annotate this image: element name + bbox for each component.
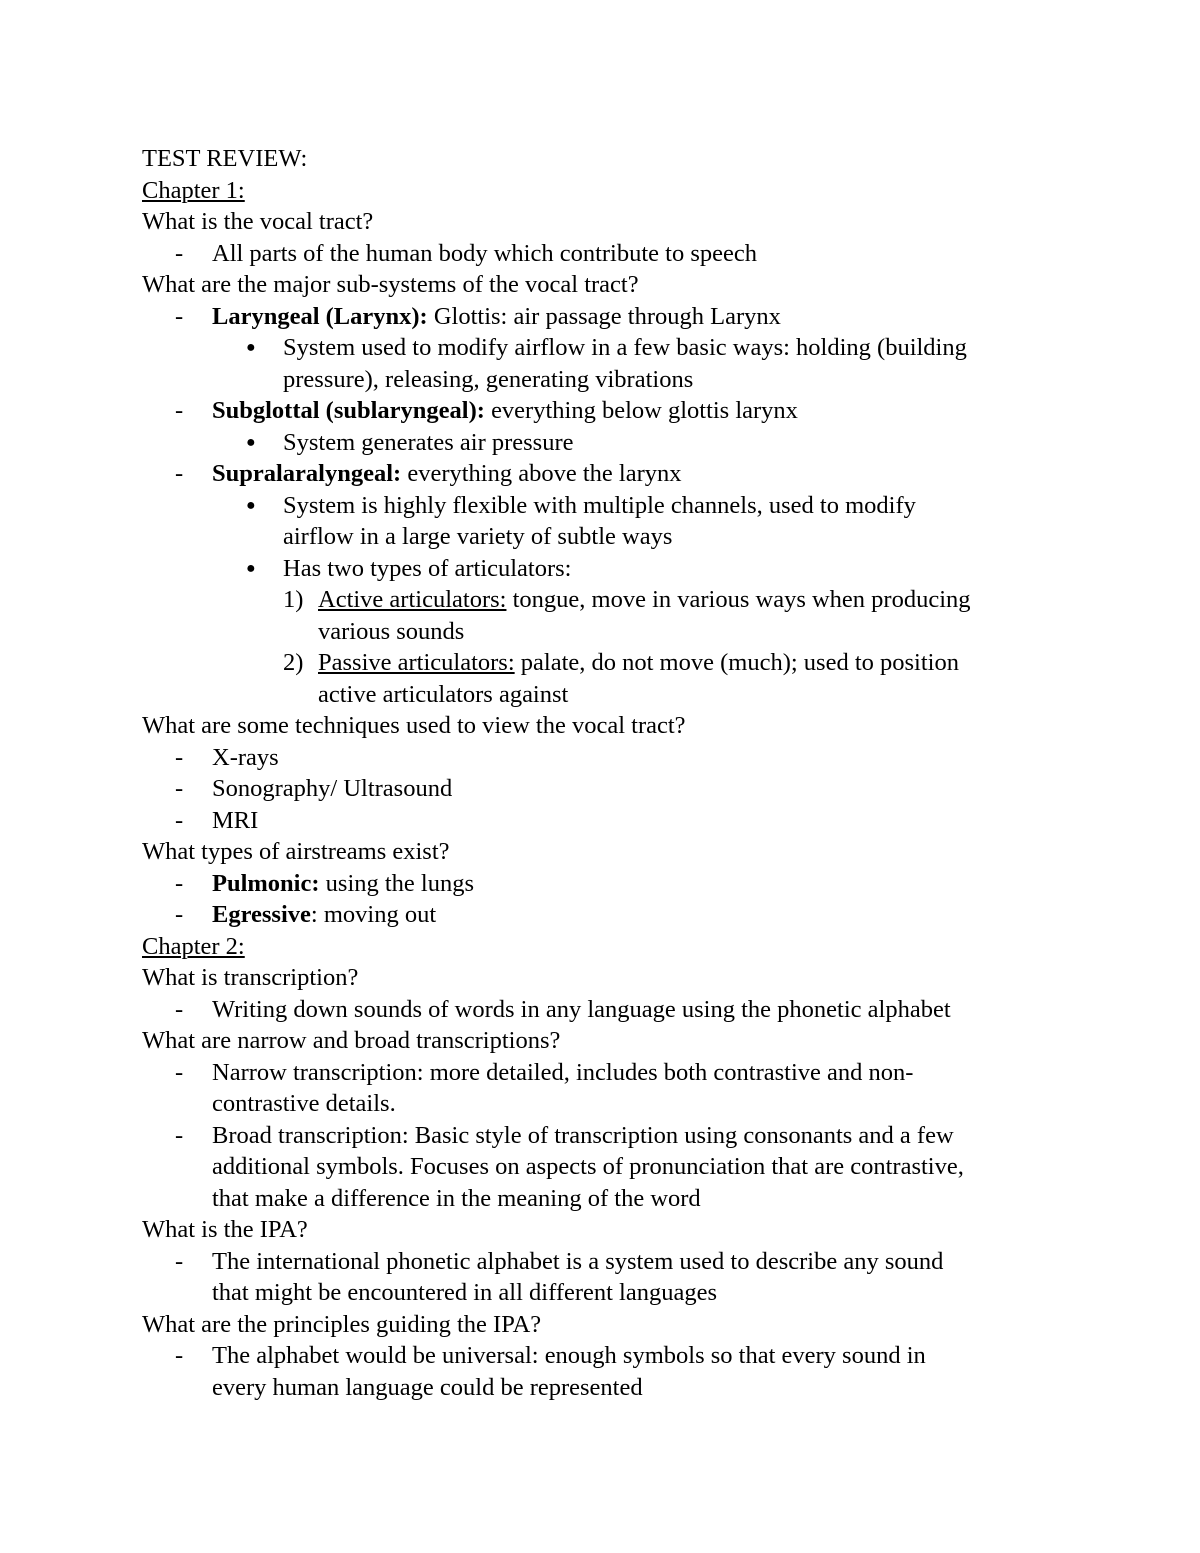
answer-item [142,805,1072,837]
dash-marker: - [175,743,184,771]
answer-text: Narrow transcription: more detailed, includes both contrastive and non- [212,1058,914,1086]
answer-item [142,868,1072,900]
dash-marker: - [175,806,184,834]
dash-marker: - [175,1247,184,1275]
term-egressive: Egressive [212,901,311,928]
bullet-marker: ● [246,496,256,514]
answer-text: Writing down sounds of words in any language using the phonetic alphabet [212,995,951,1023]
bullet-text: System generates air pressure [283,428,574,456]
dash-marker: - [175,869,184,897]
numbered-text-continued: active articulators against [318,680,569,708]
answer-item [142,301,1072,333]
term-passive-articulators: Passive articulators: [318,649,515,676]
question-airstreams: What types of airstreams exist? [142,838,450,865]
answer-item [142,899,1072,931]
answer-text: X-rays [212,743,279,771]
bullet-item [142,490,1072,522]
bullet-item [142,427,1072,459]
answer-item [142,742,1072,774]
question-subsystems: What are the major sub-systems of the vocal tract? [142,271,639,298]
bullet-text: System used to modify airflow in a few basic ways: holding (building [283,334,967,361]
numbered-item [142,584,1072,616]
dash-marker: - [175,460,184,487]
answer-text: The international phonetic alphabet is a system used to describe any sound [212,1247,944,1275]
dash-marker: - [175,775,184,802]
answer-item [142,773,1072,805]
term-supralaryngeal: Supralaralyngeal: [212,460,402,487]
term-pulmonic: Pulmonic: [212,869,320,897]
definition-egressive: : moving out [310,901,437,928]
bullet-marker: ● [246,339,256,356]
numbered-text-continued: various sounds [318,617,465,645]
question-transcription: What is transcription? [142,964,359,991]
bullet-item [142,553,1072,585]
answer-item [142,1057,1072,1089]
answer-text: The alphabet would be universal: enough symbols so that every sound in [212,1342,926,1369]
answer-text: Sonography/ Ultrasound [212,775,453,802]
term-active-articulators: Active articulators: [318,586,507,613]
number-marker: 2) [283,649,304,676]
dash-marker: - [175,1121,184,1149]
answer-text: MRI [212,806,259,834]
numbered-item [142,647,1072,679]
answer-item [142,395,1072,427]
term-subglottal: Subglottal (sublaryngeal): [212,397,485,424]
definition-subglottal: everything below glottis larynx [484,397,798,424]
answer-text: Broad transcription: Basic style of transcription using consonants and a few [212,1121,954,1149]
answer-text-continued: additional symbols. Focuses on aspects of pronunciation that are contrastive, [212,1153,964,1180]
answer-text: All parts of the human body which contribute to speech [212,239,757,267]
question-techniques: What are some techniques used to view the vocal tract? [142,712,686,739]
answer-item [142,238,1072,270]
dash-marker: - [175,302,184,330]
term-laryngeal: Laryngeal (Larynx): [212,302,428,330]
bullet-text: Has two types of articulators: [283,554,572,582]
question-narrow-broad: What are narrow and broad transcriptions? [142,1027,561,1054]
bullet-text: System is highly flexible with multiple channels, used to modify [283,491,916,519]
number-marker: 1) [283,586,304,613]
dash-marker: - [175,995,184,1023]
dash-marker: - [175,239,184,267]
answer-text-continued: contrastive details. [212,1090,396,1117]
dash-marker: - [175,1342,184,1369]
definition-passive-articulators: palate, do not move (much); used to position [514,649,959,676]
dash-marker: - [175,901,184,928]
answer-item [142,1340,1072,1372]
question-ipa: What is the IPA? [142,1216,308,1243]
answer-text-continued: that might be encountered in all different languages [212,1279,718,1306]
definition-pulmonic: using the lungs [319,869,475,897]
answer-item [142,994,1072,1026]
answer-item [142,458,1072,490]
bullet-item [142,332,1072,364]
doc-title: TEST REVIEW: [142,145,308,172]
bullet-text-continued: airflow in a large variety of subtle ways [283,523,673,550]
document-body [142,143,1072,1403]
bullet-marker: ● [246,559,256,577]
question-principles: What are the principles guiding the IPA? [142,1310,542,1338]
chapter-2-heading: Chapter 2: [142,932,245,960]
answer-text-continued: every human language could be represented [212,1373,643,1401]
answer-item [142,1120,1072,1152]
definition-active-articulators: tongue, move in various ways when producing [506,586,971,613]
bullet-marker: ● [246,433,256,451]
definition-supralaryngeal: everything above the larynx [401,460,682,487]
bullet-text-continued: pressure), releasing, generating vibrations [283,365,694,393]
answer-item [142,1246,1072,1278]
question-vocal-tract: What is the vocal tract? [142,208,374,235]
dash-marker: - [175,397,184,424]
answer-text-continued: that make a difference in the meaning of the word [212,1184,701,1212]
chapter-1-heading: Chapter 1: [142,176,245,204]
definition-laryngeal: Glottis: air passage through Larynx [427,302,781,330]
dash-marker: - [175,1058,184,1086]
